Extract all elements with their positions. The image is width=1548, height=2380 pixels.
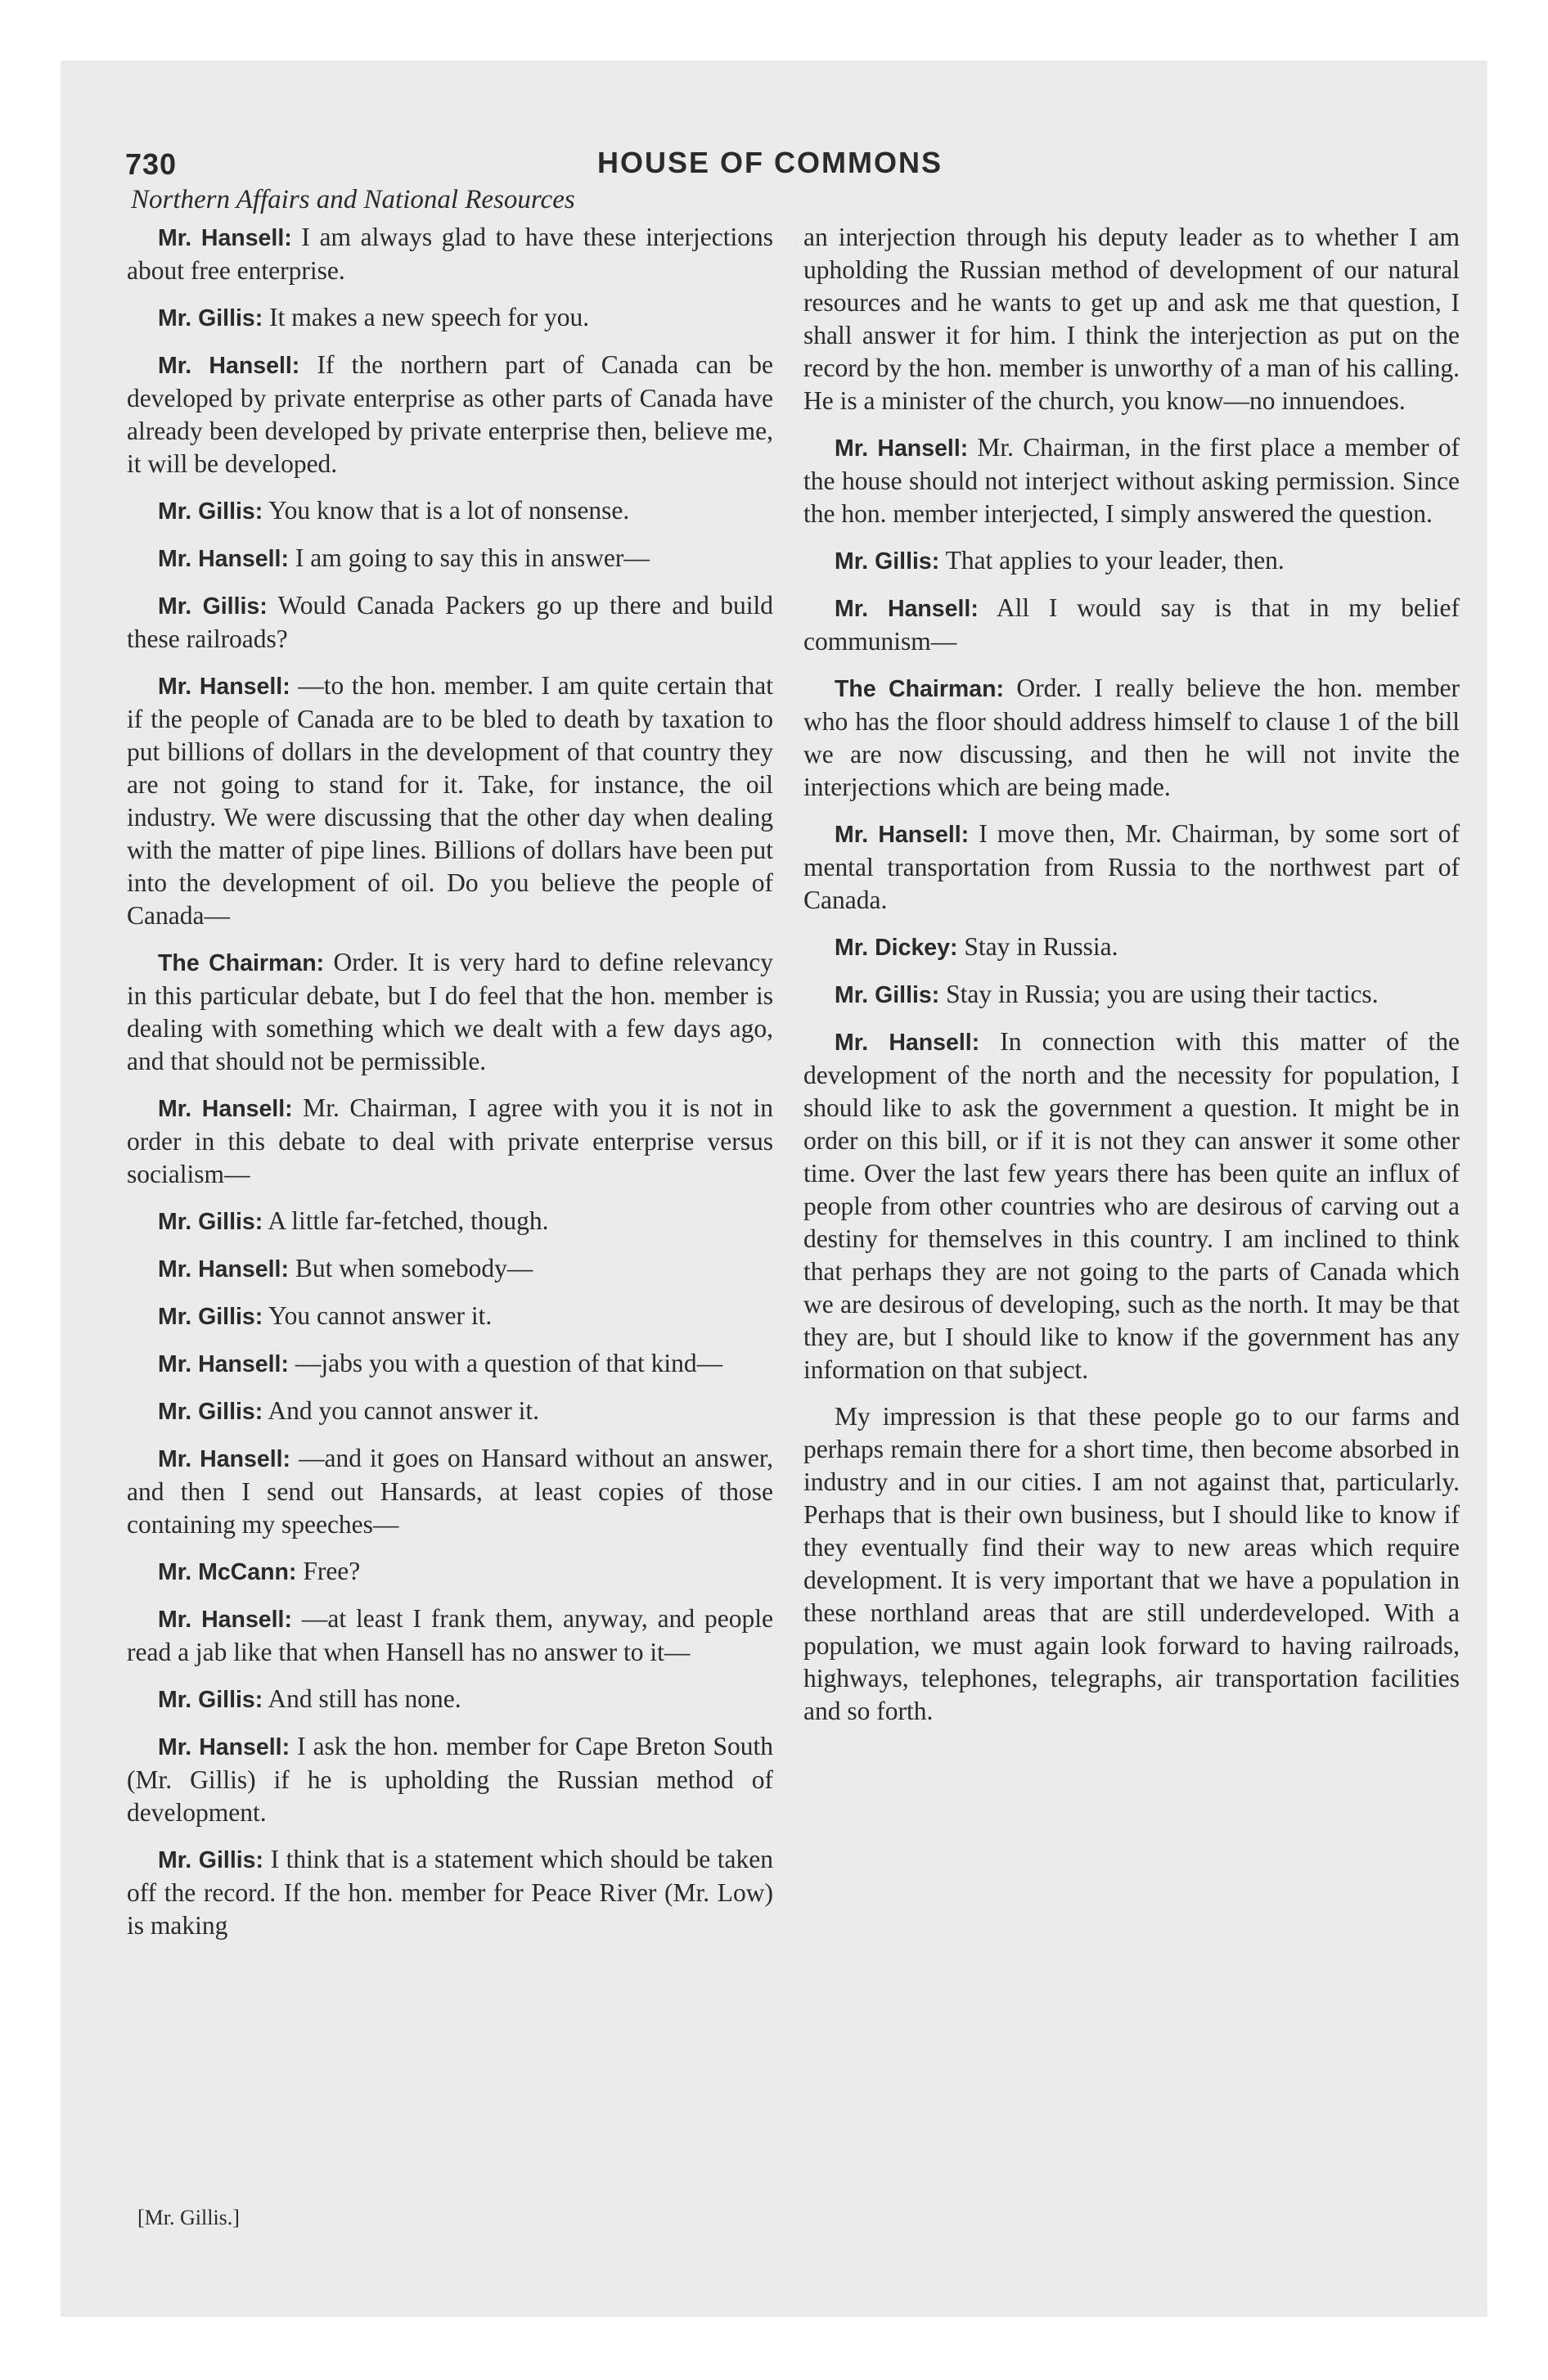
speaker-name: Mr. Gillis: [158, 1209, 263, 1235]
speech-paragraph [803, 221, 1460, 417]
running-head: HOUSE OF COMMONS [597, 146, 943, 179]
speech-text: —and it goes on Hansard without an answer, and then I send out Hansards, at least copies of those containing my speeches— [127, 1444, 773, 1539]
speech-text: Mr. Chairman, in the first place a member of the house should not interject without asking permission. Since the hon. member interjected, I simply answered the question. [803, 433, 1460, 528]
speech-text: Order. It is very hard to define relevancy in this particular debate, but I do feel that the hon. member is dealing with something which we dealt with a few days ago, and that should not be permissible. [127, 948, 773, 1075]
speech-text: And you cannot answer it. [263, 1396, 539, 1425]
speech-paragraph [127, 1555, 773, 1589]
speech-paragraph [803, 1025, 1460, 1386]
speech-text: My impression is that these people go to our farms and perhaps remain there for a short time, then become absorbed in industry and in our cities. I am not against that, particularly. Perhaps that is their own business, but I should like to know if they eventually find their way to new areas which require development. It is very important that we have a population in these northland areas that are still underdeveloped. With a population, we must again look forward to having railroads, highways, telephones, telegraphs, air transportation facilities and so forth. [803, 1402, 1460, 1725]
speech-text: Order. I really believe the hon. member who has the floor should address himself to clause 1 of the bill we are now discussing, and then he will not invite the interjections which are being made. [803, 674, 1460, 801]
speaker-name: Mr. Hansell: [158, 674, 290, 700]
speaker-name: Mr. McCann: [158, 1559, 297, 1585]
speech-paragraph [127, 1205, 773, 1238]
speech-paragraph [127, 1602, 773, 1669]
speech-paragraph [127, 542, 773, 575]
speech-paragraph [127, 1843, 773, 1942]
speech-paragraph [127, 1395, 773, 1428]
speech-paragraph [127, 946, 773, 1078]
speaker-name: Mr. Hansell: [158, 1607, 292, 1633]
speech-text: I am always glad to have these interjections about free enterprise. [127, 223, 773, 285]
speaker-name: Mr. Gillis: [158, 1687, 263, 1713]
speech-text: In connection with this matter of the development of the north and the necessity for population, I should like to ask the government a question. It might be in order on this bill, or if it is not they can answer it some other time. Over the last few years there has been quite an influx of people from other countries who are desirous of carving out a destiny for themselves in this country. I am inclined to think that perhaps they are not going to the parts of Canada which we are desirous of developing, such as the north. It may be that they are, but I should like to know if the government has any information on that subject. [803, 1027, 1460, 1384]
speaker-name: Mr. Hansell: [835, 596, 979, 622]
speaker-name: Mr. Hansell: [158, 1446, 291, 1472]
speaker-name: Mr. Hansell: [158, 1256, 289, 1282]
speaker-name: Mr. Dickey: [835, 935, 958, 961]
speech-paragraph [803, 592, 1460, 658]
speech-paragraph [127, 1683, 773, 1716]
speaker-name: The Chairman: [158, 950, 325, 976]
speech-text: —at least I frank them, anyway, and people read a jab like that when Hansell has no answer to it— [127, 1604, 773, 1666]
speech-paragraph [127, 221, 773, 287]
speech-text: Stay in Russia. [957, 932, 1118, 961]
speech-text: I move then, Mr. Chairman, by some sort of mental transportation from Russia to the northwest part of Canada. [803, 819, 1460, 914]
speaker-name: Mr. Hansell: [835, 1030, 980, 1056]
speech-paragraph [127, 669, 773, 932]
speech-paragraph [127, 589, 773, 656]
speaker-name: Mr. Gillis: [158, 1399, 263, 1425]
speech-text: And still has none. [263, 1684, 461, 1713]
speech-text: But when somebody— [288, 1254, 533, 1282]
speech-paragraph [127, 494, 773, 528]
speech-paragraph [127, 349, 773, 480]
speech-paragraph [803, 544, 1460, 578]
speech-paragraph [803, 931, 1460, 964]
speaker-name: Mr. Gillis: [835, 548, 940, 575]
speech-paragraph [127, 1347, 773, 1381]
speaker-name: The Chairman: [835, 676, 1005, 702]
speech-text: an interjection through his deputy leader as to whether I am upholding the Russian method of development of our natural resources and he wants to get up and ask me that question, I shall answer it for him. I think the interjection as put on the record by the hon. member is unworthy of a man of his calling. He is a minister of the church, you know—no innuendoes. [803, 223, 1460, 415]
speaker-name: Mr. Hansell: [158, 1351, 289, 1377]
speaker-name: Mr. Hansell: [158, 546, 289, 572]
speech-text: I ask the hon. member for Cape Breton South (Mr. Gillis) if he is upholding the Russian method of development. [127, 1732, 774, 1827]
speaker-name: Mr. Hansell: [835, 435, 969, 462]
speaker-name: Mr. Gillis: [158, 1847, 263, 1873]
speech-paragraph [127, 1442, 773, 1541]
speech-text: That applies to your leader, then. [939, 546, 1285, 575]
speech-text: Would Canada Packers go up there and build these railroads? [127, 591, 773, 653]
speech-paragraph [127, 1092, 773, 1191]
speech-text: —to the hon. member. I am quite certain that if the people of Canada are to be bled to death by taxation to put billions of dollars in the development of that country they are not going to stand for it. Take, for instance, the oil industry. We were discussing that the other day when dealing with the matter of pipe lines. Billions of dollars have been put into the development of oil. Do you believe the people of Canada— [127, 671, 773, 930]
left-column [127, 221, 773, 1956]
speech-paragraph [127, 1730, 773, 1829]
speaker-name: Mr. Hansell: [158, 1734, 290, 1760]
speech-paragraph [127, 1300, 773, 1333]
speaker-name: Mr. Gillis: [158, 305, 263, 331]
footer-speaker-note: [Mr. Gillis.] [137, 2206, 240, 2229]
speech-text: I am going to say this in answer— [288, 543, 650, 572]
speech-text: Free? [296, 1557, 361, 1585]
speaker-name: Mr. Hansell: [158, 1096, 293, 1122]
speech-text: All I would say is that in my belief communism— [803, 593, 1460, 656]
speech-paragraph [803, 672, 1460, 804]
speech-text: It makes a new speech for you. [263, 303, 590, 331]
speech-text: Stay in Russia; you are using their tactics. [939, 980, 1379, 1008]
right-column [803, 221, 1460, 1742]
speaker-name: Mr. Gillis: [158, 1304, 263, 1330]
speaker-name: Mr. Hansell: [158, 225, 292, 251]
speech-text: If the northern part of Canada can be developed by private enterprise as other parts of Canada have already been developed by private enterprise then, believe me, it will be developed. [127, 350, 773, 478]
speech-text: Mr. Chairman, I agree with you it is not in order in this debate to deal with private enterprise versus socialism— [127, 1093, 773, 1188]
speech-text: You know that is a lot of nonsense. [263, 496, 630, 525]
speech-paragraph [127, 301, 773, 335]
speech-text: You cannot answer it. [263, 1301, 493, 1330]
speaker-name: Mr. Hansell: [158, 353, 300, 379]
speech-paragraph [803, 431, 1460, 530]
speech-paragraph [803, 978, 1460, 1012]
speech-text: —jabs you with a question of that kind— [288, 1349, 723, 1377]
speech-text: A little far-fetched, though. [263, 1206, 549, 1235]
page-number: 730 [125, 147, 178, 181]
speech-paragraph [803, 818, 1460, 917]
speech-text: I think that is a statement which should be taken off the record. If the hon. member for Peace River (Mr. Low) is making [127, 1845, 773, 1940]
speaker-name: Mr. Gillis: [158, 593, 268, 620]
speaker-name: Mr. Gillis: [158, 498, 263, 525]
speaker-name: Mr. Hansell: [835, 822, 970, 848]
speech-paragraph [803, 1400, 1460, 1728]
section-heading: Northern Affairs and National Resources [131, 185, 575, 214]
speaker-name: Mr. Gillis: [835, 982, 940, 1008]
speech-paragraph [127, 1252, 773, 1286]
